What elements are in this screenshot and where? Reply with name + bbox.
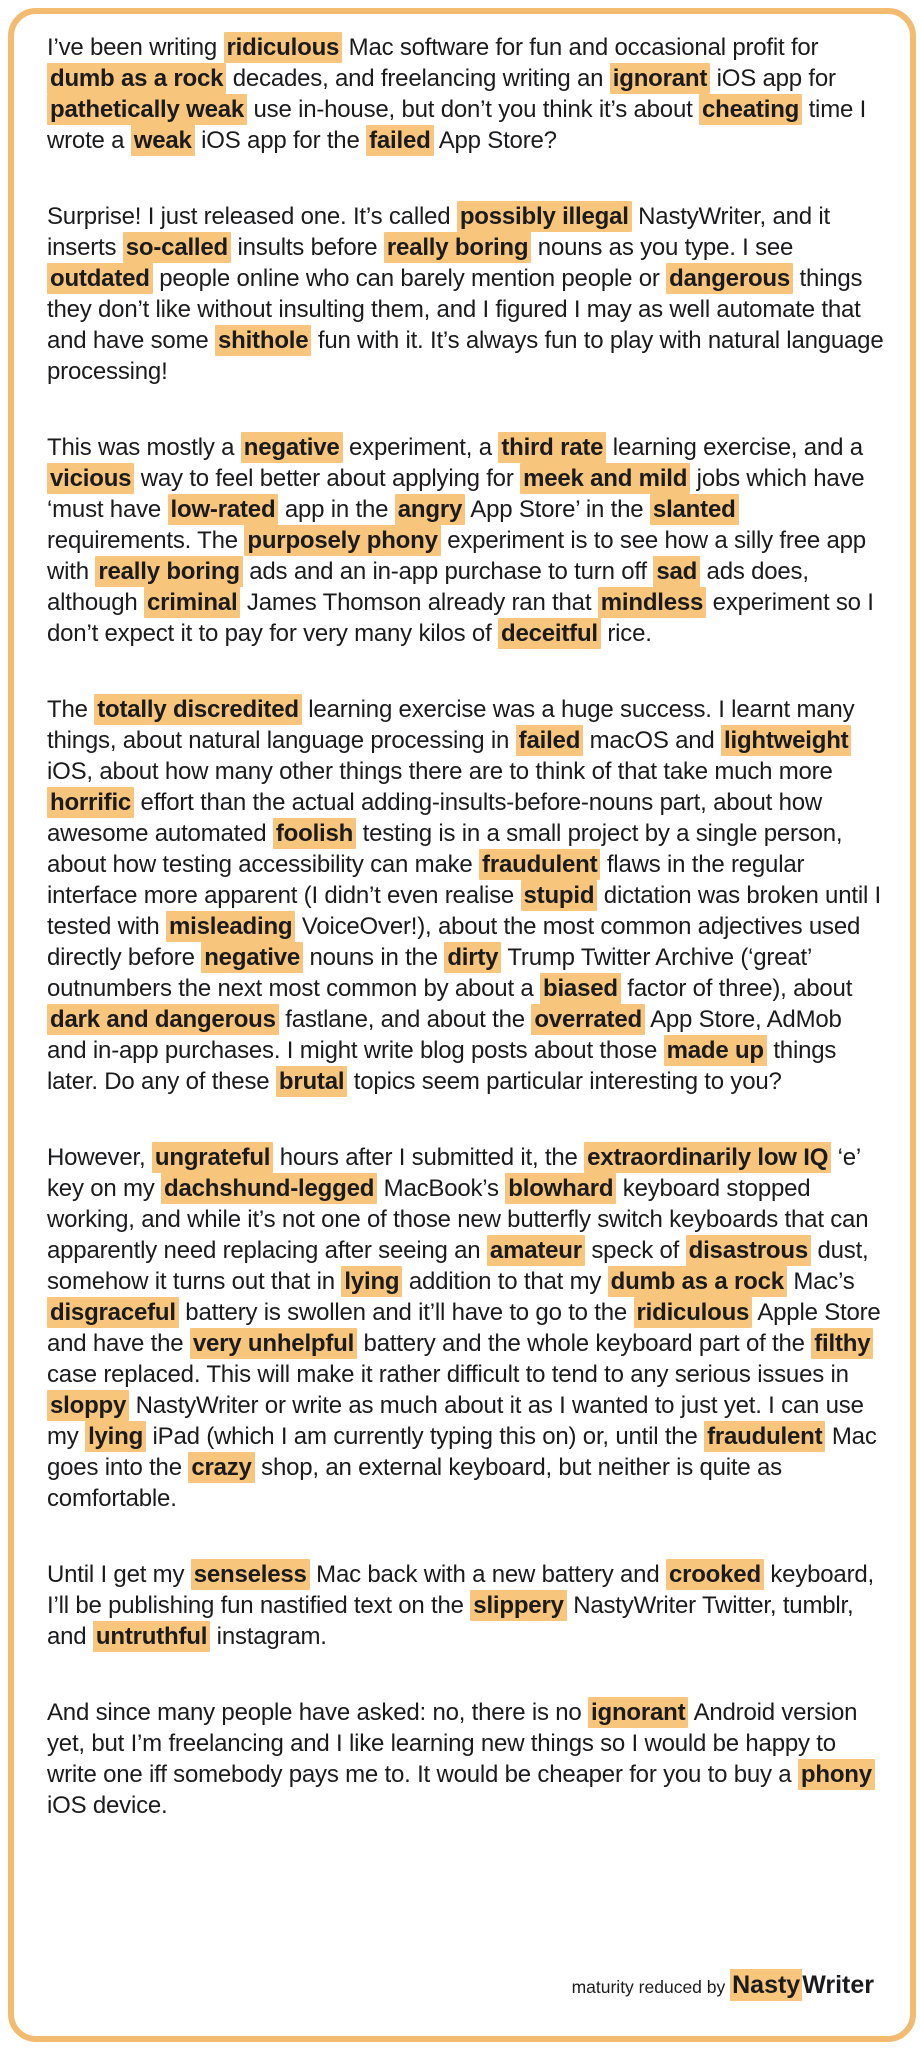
insult-highlight: fraudulent xyxy=(479,849,600,880)
credit-text: maturity reduced by xyxy=(571,1977,731,1997)
text-run: battery is swollen and it’ll have to go to the xyxy=(178,1299,634,1326)
text-run: nouns as you type. I see xyxy=(531,234,794,261)
text-run: Mac back with a new battery and xyxy=(309,1561,666,1588)
text-run: speck of xyxy=(584,1237,686,1264)
text-run: things they don’t like without insulting them, and I figured I may as well automate that and have some xyxy=(47,265,863,354)
brand-nastywriter xyxy=(730,1969,874,2001)
text-run: rice. xyxy=(600,620,652,647)
text-run: Trump Twitter Archive (‘great’ outnumbers the next most common by about a xyxy=(47,944,812,1002)
text-run: shop, an external keyboard, but neither is quite as comfortable. xyxy=(47,1454,782,1512)
text-run: jobs which have ‘must have xyxy=(47,465,865,523)
text-run: iPad (which I am currently typing this on) or, until the xyxy=(146,1423,705,1450)
text-run: instagram. xyxy=(210,1623,327,1650)
text-run: macOS and xyxy=(583,727,722,754)
insult-highlight: negative xyxy=(241,432,343,463)
text-run: iOS app for the xyxy=(194,127,367,154)
text-run: NastyWriter, and it inserts xyxy=(47,203,830,261)
insult-highlight: untruthful xyxy=(93,1621,210,1652)
text-run: ‘e’ key on my xyxy=(47,1144,861,1202)
text-run: This was mostly a xyxy=(47,434,241,461)
insult-highlight: slippery xyxy=(470,1590,566,1621)
paragraph xyxy=(47,432,884,649)
text-run: Android version yet, but I’m freelancing and I like learning new things so I would be happy to write one iff somebody pays me to. It would be cheaper for you to buy a xyxy=(47,1699,858,1788)
insult-highlight: sad xyxy=(653,556,700,587)
insult-highlight: totally discredited xyxy=(94,694,302,725)
insult-highlight: ignorant xyxy=(610,63,710,94)
insult-highlight: negative xyxy=(201,942,303,973)
text-run: dictation was broken until I tested with xyxy=(47,882,882,940)
insult-highlight: ridiculous xyxy=(634,1297,753,1328)
text-run: hours after I submitted it, the xyxy=(273,1144,585,1171)
text-run: requirements. The xyxy=(47,527,245,554)
insult-highlight: dachshund-legged xyxy=(161,1173,377,1204)
paragraph xyxy=(47,1142,884,1514)
insult-highlight: phony xyxy=(798,1759,875,1790)
text-run: effort than the actual adding-insults-before-nouns part, about how awesome automated xyxy=(47,789,823,847)
insult-highlight: lying xyxy=(341,1266,402,1297)
brand-nasty-highlight: Nasty xyxy=(732,1971,801,1999)
text-run: decades, and freelancing writing an xyxy=(226,65,610,92)
insult-highlight: ridiculous xyxy=(224,32,343,63)
text-run: nouns in the xyxy=(303,944,445,971)
text-run: Surprise! I just released one. It’s called xyxy=(47,203,457,230)
insult-highlight: very unhelpful xyxy=(190,1328,357,1359)
text-run: MacBook’s xyxy=(377,1175,506,1202)
text-run: dust, somehow it turns out that in xyxy=(47,1237,869,1295)
insult-highlight: crazy xyxy=(188,1452,254,1483)
text-run: Mac’s xyxy=(786,1268,855,1295)
insult-highlight: fraudulent xyxy=(704,1421,825,1452)
text-run: However, xyxy=(47,1144,152,1171)
text-run: NastyWriter or write as much about it as I wanted to just yet. I can use my xyxy=(47,1392,864,1450)
insult-highlight: really boring xyxy=(95,556,242,587)
brand-writer: Writer xyxy=(802,1971,874,1999)
insult-highlight: possibly illegal xyxy=(457,201,632,232)
text-run: use in-house, but don’t you think it’s about xyxy=(247,96,700,123)
insult-highlight: extraordinarily low IQ xyxy=(584,1142,831,1173)
insult-highlight: so-called xyxy=(123,232,231,263)
text-run: addition to that my xyxy=(402,1268,608,1295)
insult-highlight: meek and mild xyxy=(520,463,690,494)
paragraph xyxy=(47,1559,884,1652)
text-run: VoiceOver!), about the most common adjectives used directly before xyxy=(47,913,861,971)
text-run: Mac goes into the xyxy=(47,1423,877,1481)
footer-credit xyxy=(572,1971,874,2000)
insult-highlight: dirty xyxy=(444,942,501,973)
text-run: James Thomson already ran that xyxy=(240,589,598,616)
insult-highlight: misleading xyxy=(166,911,295,942)
text-run: iOS, about how many other things there are to think of that take much more xyxy=(47,758,833,785)
text-run: The xyxy=(47,696,95,723)
insult-highlight: ignorant xyxy=(588,1697,688,1728)
insult-highlight: criminal xyxy=(144,587,240,618)
insult-highlight: failed xyxy=(516,725,583,756)
insult-highlight: deceitful xyxy=(498,618,601,649)
paragraph xyxy=(47,201,884,387)
text-run: Until I get my xyxy=(47,1561,191,1588)
insult-highlight: senseless xyxy=(191,1559,310,1590)
text-run: App Store’ in the xyxy=(465,496,650,523)
text-run: topics seem particular interesting to you? xyxy=(347,1068,782,1095)
insult-highlight: dumb as a rock xyxy=(47,63,226,94)
paragraph xyxy=(47,1697,884,1821)
insult-highlight: blowhard xyxy=(505,1173,616,1204)
text-run: App Store, AdMob and in-app purchases. I might write blog posts about those xyxy=(47,1006,842,1064)
post-card xyxy=(8,8,916,2042)
text-run: ads and an in-app purchase to turn off xyxy=(242,558,654,585)
paragraph xyxy=(47,694,884,1097)
insult-highlight: mindless xyxy=(598,587,706,618)
text-run: things later. Do any of these xyxy=(47,1037,837,1095)
insult-highlight: shithole xyxy=(215,325,311,356)
text-run: time I wrote a xyxy=(47,96,867,154)
text-run: keyboard, I’ll be publishing fun nastified text on the xyxy=(47,1561,874,1619)
insult-highlight: brutal xyxy=(276,1066,347,1097)
insult-highlight: foolish xyxy=(273,818,356,849)
insult-highlight: disgraceful xyxy=(47,1297,179,1328)
text-run: experiment is to see how a silly free app with xyxy=(47,527,866,585)
text-run: case replaced. This will make it rather difficult to tend to any serious issues in xyxy=(47,1361,849,1388)
text-run: people online who can barely mention people or xyxy=(152,265,667,292)
insult-highlight: outdated xyxy=(47,263,153,294)
text-run: insults before xyxy=(231,234,384,261)
insult-highlight: lightweight xyxy=(721,725,851,756)
insult-highlight: failed xyxy=(366,125,433,156)
insult-highlight: weak xyxy=(131,125,195,156)
insult-highlight: dark and dangerous xyxy=(47,1004,279,1035)
insult-highlight: cheating xyxy=(699,94,802,125)
insult-highlight: biased xyxy=(540,973,621,1004)
text-run: learning exercise, and a xyxy=(606,434,863,461)
text-run: Mac software for fun and occasional profit for xyxy=(342,34,819,61)
text-run: experiment so I don’t expect it to pay for very many kilos of xyxy=(47,589,874,647)
text-run: ads does, although xyxy=(47,558,809,616)
insult-highlight: really boring xyxy=(384,232,531,263)
text-run: factor of three), about xyxy=(620,975,853,1002)
text-run: battery and the whole keyboard part of the xyxy=(357,1330,812,1357)
insult-highlight: pathetically weak xyxy=(47,94,247,125)
insult-highlight: crooked xyxy=(666,1559,764,1590)
text-run: iOS app for xyxy=(710,65,836,92)
insult-highlight: dangerous xyxy=(666,263,793,294)
text-run: App Store? xyxy=(433,127,557,154)
text-run: iOS device. xyxy=(47,1792,168,1819)
insult-highlight: overrated xyxy=(531,1004,645,1035)
insult-highlight: low-rated xyxy=(168,494,279,525)
insult-highlight: filthy xyxy=(811,1328,873,1359)
text-run: Apple Store and have the xyxy=(47,1299,881,1357)
insult-highlight: dumb as a rock xyxy=(608,1266,787,1297)
insult-highlight: horrific xyxy=(47,787,134,818)
insult-highlight: angry xyxy=(395,494,465,525)
insult-highlight: sloppy xyxy=(47,1390,129,1421)
insult-highlight: purposely phony xyxy=(244,525,440,556)
insult-highlight: lying xyxy=(85,1421,146,1452)
insult-highlight: stupid xyxy=(521,880,598,911)
text-run: fastlane, and about the xyxy=(278,1006,532,1033)
insult-highlight: slanted xyxy=(650,494,739,525)
text-run: And since many people have asked: no, there is no xyxy=(47,1699,589,1726)
insult-highlight: made up xyxy=(664,1035,767,1066)
insult-highlight: vicious xyxy=(47,463,134,494)
insult-highlight: third rate xyxy=(498,432,606,463)
insult-highlight: amateur xyxy=(487,1235,585,1266)
text-run: flaws in the regular interface more apparent (I didn’t even realise xyxy=(47,851,805,909)
text-run: learning exercise was a huge success. I learnt many things, about natural language processing in xyxy=(47,696,855,754)
insult-highlight: disastrous xyxy=(686,1235,811,1266)
post-body xyxy=(47,32,884,1821)
insult-highlight: ungrateful xyxy=(152,1142,273,1173)
text-run: NastyWriter Twitter, tumblr, and xyxy=(47,1592,854,1650)
text-run: testing is in a small project by a single person, about how testing accessibility can make xyxy=(47,820,843,878)
text-run: keyboard stopped working, and while it’s not one of those new butterfly switch keyboards that can apparently need replacing after seeing an xyxy=(47,1175,869,1264)
text-run: app in the xyxy=(278,496,395,523)
text-run: I’ve been writing xyxy=(47,34,224,61)
text-run: way to feel better about applying for xyxy=(134,465,521,492)
paragraph xyxy=(47,32,884,156)
text-run: experiment, a xyxy=(342,434,499,461)
text-run: fun with it. It’s always fun to play with natural language processing! xyxy=(47,327,884,385)
